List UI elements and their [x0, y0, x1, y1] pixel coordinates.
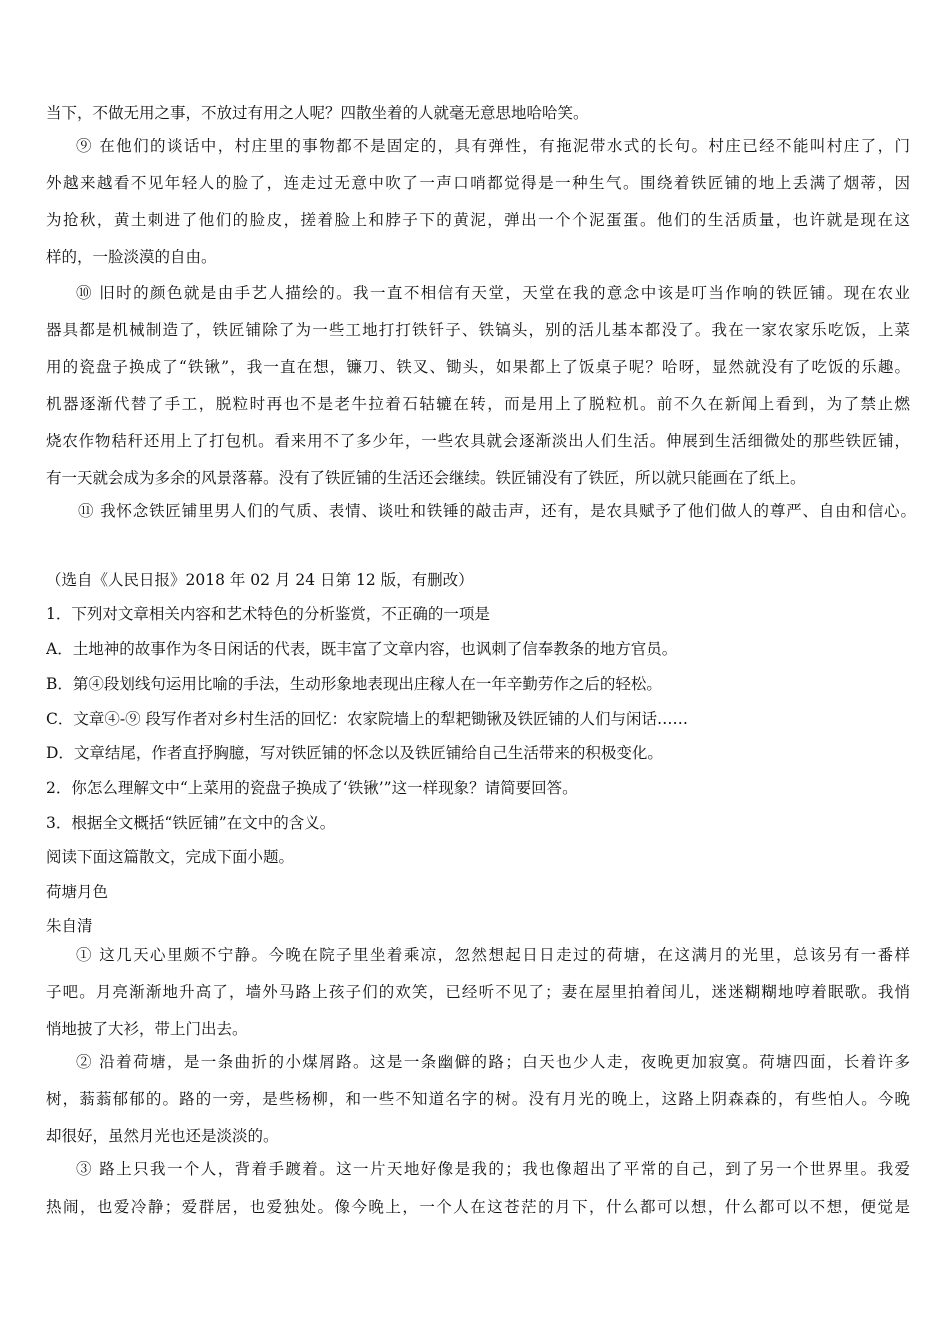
passage-line: 有一天就会成为多余的风景落幕。没有了铁匠铺的生活还会继续。铁匠铺没有了铁匠，所以就只能画在了纸上。 — [46, 469, 806, 487]
passage-line: 器具都是机械制造了，铁匠铺除了为一些工地打打铁钎子、铁镐头，别的活儿基本都没了。我在一家农家乐吃饭，上菜 — [46, 321, 910, 339]
option-a: A．土地神的故事作为冬日闲话的代表，既丰富了文章内容，也讽刺了信奉教条的地方官员。 — [46, 640, 678, 658]
option-c: C．文章④-⑨ 段写作者对乡村生活的回忆：农家院墙上的犁耙锄锹及铁匠铺的人们与闲话…… — [46, 710, 689, 728]
essay-paragraph-3-line: ③ 路上只我一个人，背着手踱着。这一片天地好像是我的；我也像超出了平常的自己，到了另一个世界里。我爱 — [76, 1160, 910, 1178]
paragraph-10-line: ⑩ 旧时的颜色就是由手艺人描绘的。我一直不相信有天堂，天堂在我的意念中该是叮当作响的铁匠铺。现在农业 — [76, 284, 910, 302]
essay-paragraph-2-line: ② 沿着荷塘，是一条曲折的小煤屑路。这是一条幽僻的路；白天也少人走，夜晚更加寂寞。荷塘四面，长着许多 — [76, 1053, 910, 1071]
source-citation: （选自《人民日报》2018 年 02 月 24 日第 12 版，有删改） — [46, 571, 474, 589]
paragraph-9-line: ⑨ 在他们的谈话中，村庄里的事物都不是固定的，具有弹性，有拖泥带水式的长句。村庄已经不能叫村庄了，门 — [76, 137, 910, 155]
passage-line: 为抢秋，黄土刺进了他们的脸皮，搓着脸上和脖子下的黄泥，弹出一个个泥蛋蛋。他们的生活质量，也许就是现在这 — [46, 211, 910, 229]
passage-line: 烧农作物秸秆还用上了打包机。看来用不了多少年，一些农具就会逐渐淡出人们生活。伸展到生活细微处的那些铁匠铺， — [46, 432, 910, 450]
passage-line: 样的，一脸淡漠的自由。 — [46, 248, 217, 266]
essay-line: 悄地披了大衫，带上门出去。 — [46, 1020, 248, 1038]
passage-line: 用的瓷盘子换成了“铁锹”，我一直在想，镰刀、铁叉、锄头，如果都上了饭桌子呢？哈呀，显然就没有了吃饭的乐趣。 — [46, 358, 910, 376]
essay-line: 热闹，也爱冷静；爱群居，也爱独处。像今晚上，一个人在这苍茫的月下，什么都可以想，什么都可以不想，便觉是 — [46, 1198, 910, 1216]
essay-line: 却很好，虽然月光也还是淡淡的。 — [46, 1127, 279, 1145]
question-1: 1．下列对文章相关内容和艺术特色的分析鉴赏，不正确的一项是 — [46, 605, 490, 623]
essay-line: 树，蓊蓊郁郁的。路的一旁，是些杨柳，和一些不知道名字的树。没有月光的晚上，这路上阴森森的，有些怕人。今晚 — [46, 1090, 910, 1108]
essay-author: 朱自清 — [46, 917, 93, 935]
question-3: 3．根据全文概括“铁匠铺”在文中的含义。 — [46, 814, 336, 832]
passage-line: 外越来越看不见年轻人的脸了，连走过无意中吹了一声口哨都觉得是一种生气。围绕着铁匠铺的地上丢满了烟蒂，因 — [46, 174, 910, 192]
reading-instruction: 阅读下面这篇散文，完成下面小题。 — [46, 848, 295, 866]
essay-line: 子吧。月亮渐渐地升高了，墙外马路上孩子们的欢笑，已经听不见了；妻在屋里拍着闰儿，迷迷糊糊地哼着眠歌。我悄 — [46, 983, 910, 1001]
paragraph-11-line: ⑪ 我怀念铁匠铺里男人们的气质、表情、谈吐和铁锤的敲击声，还有，是农具赋予了他们做人的尊严、自由和信心。 — [78, 502, 916, 520]
question-2: 2．你怎么理解文中“上菜用的瓷盘子换成了‘铁锹’”这一样现象？请简要回答。 — [46, 779, 578, 797]
option-d: D．文章结尾，作者直抒胸臆，写对铁匠铺的怀念以及铁匠铺给自己生活带来的积极变化。 — [46, 744, 663, 762]
essay-title: 荷塘月色 — [46, 883, 109, 901]
essay-paragraph-1-line: ① 这几天心里颇不宁静。今晚在院子里坐着乘凉，忽然想起日日走过的荷塘，在这满月的光里，总该另有一番样 — [76, 946, 910, 964]
passage-line: 机器逐渐代替了手工，脱粒时再也不是老牛拉着石轱辘在转，而是用上了脱粒机。前不久在新闻上看到，为了禁止燃 — [46, 395, 910, 413]
option-b: B．第④段划线句运用比喻的手法，生动形象地表现出庄稼人在一年辛勤劳作之后的轻松。 — [46, 675, 662, 693]
passage-line: 当下，不做无用之事，不放过有用之人呢？四散坐着的人就毫无意思地哈哈笑。 — [46, 104, 589, 122]
